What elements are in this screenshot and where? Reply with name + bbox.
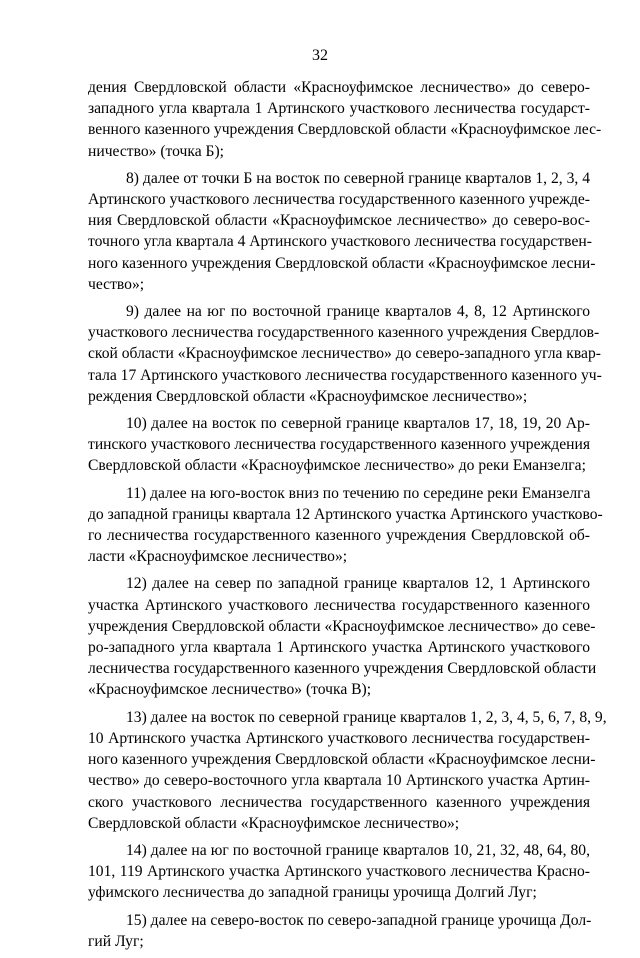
text-line: западного угла квартала 1 Артинского участкового лесничества государст- xyxy=(88,100,590,118)
text-line: чество» до северо-восточного угла квартала 10 Артинского участка Артин- xyxy=(88,772,590,790)
text-line: дения Свердловской области «Красноуфимское лесничество» до северо- xyxy=(88,79,590,96)
document-body xyxy=(88,77,607,958)
paragraph-item-10 xyxy=(88,413,590,477)
paragraph-item-11 xyxy=(88,483,603,568)
text-line: 13) далее на восток по северной границе кварталов 1, 2, 3, 4, 5, 6, 7, 8, 9, xyxy=(126,708,607,726)
text-line: лесничества государственного казенного учреждения Свердловской области xyxy=(88,660,597,678)
text-line: тала 17 Артинского участкового лесничества государственного казенного уч- xyxy=(88,366,602,384)
text-line: реждения Свердловской области «Красноуфимское лесничество»; xyxy=(88,387,528,405)
text-line: 12) далее на север по западной границе кварталов 12, 1 Артинского xyxy=(126,575,590,593)
paragraph-item-8 xyxy=(88,168,596,295)
paragraph-item-13 xyxy=(88,707,607,834)
paragraph-item-12 xyxy=(88,573,597,700)
text-line: учреждения Свердловской области «Красноуфимское лесничество» до севе- xyxy=(88,617,596,635)
text-line: до западной границы квартала 12 Артинского участка Артинского участково- xyxy=(88,505,603,523)
text-line: Свердловской области «Красноуфимское лесничество»; xyxy=(88,814,460,832)
text-line: Артинского участкового лесничества государственного казенного учрежде- xyxy=(88,191,590,209)
text-line: чество»; xyxy=(88,275,145,293)
text-line: ро-западного угла квартала 1 Артинского участка Артинского участкового xyxy=(88,639,590,657)
paragraph-item-9 xyxy=(88,301,602,407)
text-line: венного казенного учреждения Свердловской области «Красноуфимское лес- xyxy=(88,121,602,139)
text-line: участкового лесничества государственного казенного учреждения Свердлов- xyxy=(88,324,600,342)
paragraph-continuation xyxy=(88,77,602,162)
text-line: 11) далее на юго-восток вниз по течению по середине реки Еманзелга xyxy=(126,484,591,502)
text-line: уфимского лесничества до западной границы урочища Долгий Луг; xyxy=(88,884,537,902)
text-line: ного казенного учреждения Свердловской области «Красноуфимское лесни- xyxy=(88,254,596,272)
text-line: «Красноуфимское лесничество» (точка В); xyxy=(88,681,372,699)
paragraph-item-15 xyxy=(88,910,590,952)
text-line: ской области «Красноуфимское лесничество» до северо-западного угла квар- xyxy=(88,345,601,363)
text-line: точного угла квартала 4 Артинского участкового лесничества государствен- xyxy=(88,233,592,251)
text-line: 14) далее на юг по восточной границе кварталов 10, 21, 32, 48, 64, 80, xyxy=(126,841,590,859)
text-line: Свердловской области «Красноуфимское лесничество» до реки Еманзелга; xyxy=(88,457,586,475)
text-line: 10 Артинского участка Артинского участкового лесничества государствен- xyxy=(88,729,590,747)
text-line: ласти «Красноуфимское лесничество»; xyxy=(88,548,348,566)
text-line: участка Артинского участкового лесничества государственного казенного xyxy=(88,596,590,614)
text-line: 101, 119 Артинского участка Артинского участкового лесничества Красно- xyxy=(88,863,590,881)
text-line: ния Свердловской области «Красноуфимское лесничество» до северо-вос- xyxy=(88,212,590,230)
text-line: го лесничества государственного казенного учреждения Свердловской об- xyxy=(88,527,590,545)
page-number: 32 xyxy=(312,47,328,64)
text-line: ничество» (точка Б); xyxy=(88,142,225,160)
text-line: ского участкового лесничества государственного казенного учреждения xyxy=(88,793,590,811)
text-line: ного казенного учреждения Свердловской области «Красноуфимское лесни- xyxy=(88,751,596,769)
text-line: гий Луг; xyxy=(88,932,144,950)
paragraph-item-14 xyxy=(88,840,590,904)
text-line: 9) далее на юг по восточной границе кварталов 4, 8, 12 Артинского xyxy=(126,303,590,321)
text-line: 8) далее от точки Б на восток по северной границе кварталов 1, 2, 3, 4 xyxy=(126,169,590,187)
text-line: тинского участкового лесничества государственного казенного учреждения xyxy=(88,436,590,454)
text-line: 10) далее на восток по северной границе кварталов 17, 18, 19, 20 Ар- xyxy=(126,415,590,433)
text-line: 15) далее на северо-восток по северо-западной границе урочища Дол- xyxy=(126,911,592,929)
